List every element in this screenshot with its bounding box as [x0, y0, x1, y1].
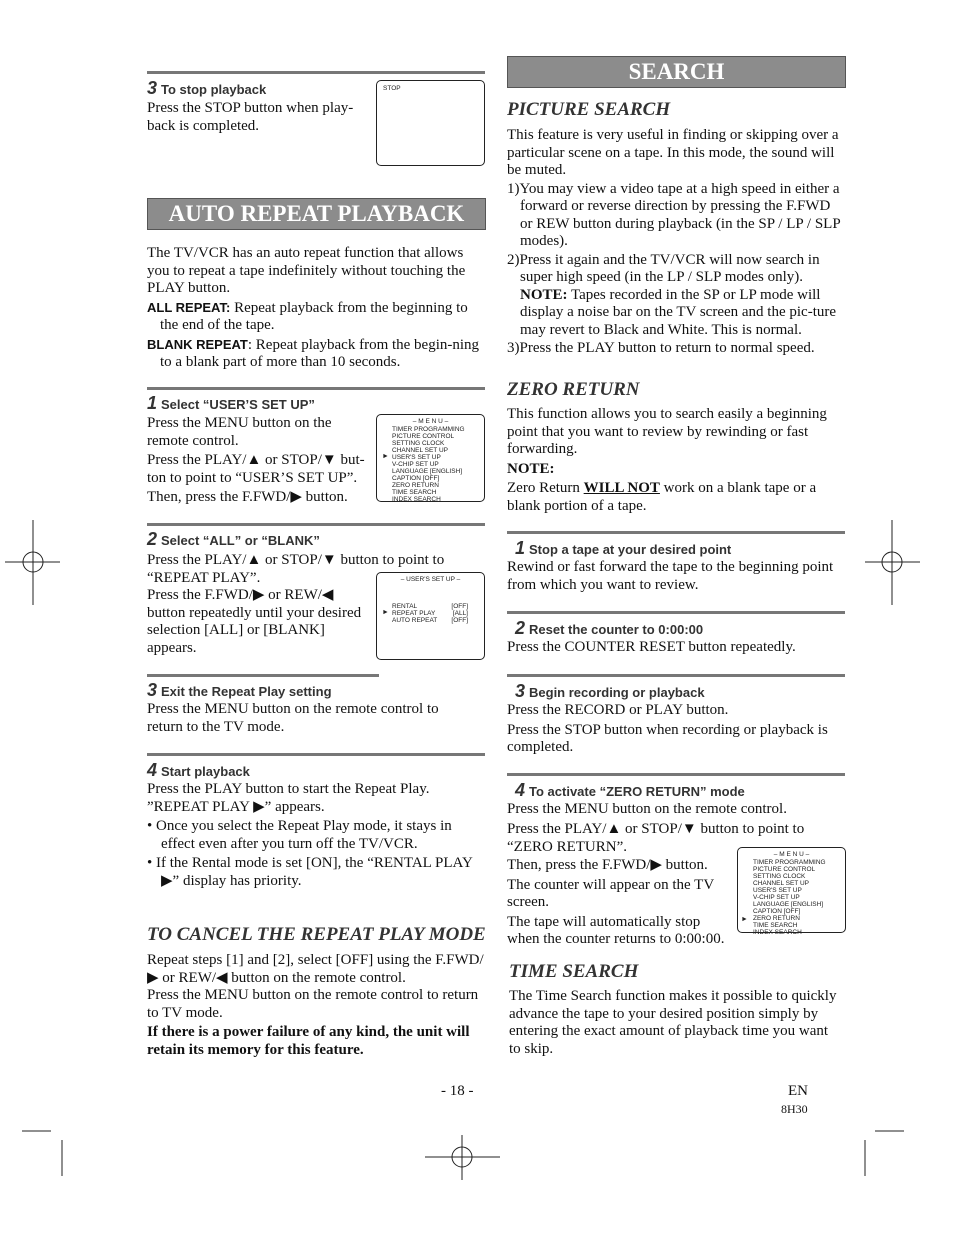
menu-item: ZERO RETURN [753, 915, 800, 922]
zstep4-heading: 4 To activate “ZERO RETURN” mode [515, 780, 745, 800]
step1-heading: 1 Select “USER’S SET UP” [147, 393, 315, 413]
users-setup-cursor-icon: ► [382, 609, 389, 616]
auto-repeat-intro: The TV/VCR has an auto repeat function that allows you to repeat a tape indefinitely without touching the PLAY button. [147, 245, 466, 296]
step4-text: Press the PLAY button to start the Repeat Play. ”REPEAT PLAY ▶” appears. • Once you select the Repeat Play mode, it stays in effect even after you turn off the TV/VCR. • If the Rental mode is set [ON], the “RENTAL PLAY ▶” display has priority. [147, 781, 473, 889]
menu-screen-1: – M E N U – TIMER PROGRAMMING PICTURE CONTROL SETTING CLOCK CHANNEL SET UP USER'S SET UP V-CHIP SET UP LANGUAGE [ENGLISH] CAPTION [OFF] ZERO RETURN TIME SEARCH INDEX SEARCH ► [376, 414, 485, 502]
users-setup-label: AUTO REPEAT [392, 617, 438, 624]
menu-screen-2: – M E N U – TIMER PROGRAMMING PICTURE CONTROL SETTING CLOCK CHANNEL SET UP USER'S SET UP V-CHIP SET UP LANGUAGE [ENGLISH] CAPTION [OFF] ZERO RETURN TIME SEARCH INDEX SEARCH ► [737, 847, 846, 933]
step4-heading: 4 Start playback [147, 760, 250, 780]
zstep1-text: Rewind or fast forward the tape to the beginning point from which you want to review. [507, 559, 834, 593]
menu-item: INDEX SEARCH [753, 929, 802, 936]
menu-item: INDEX SEARCH [392, 496, 441, 503]
zstep3-text: Press the RECORD or PLAY button. Press the STOP button when recording or playback is completed. [507, 702, 828, 755]
menu-item: LANGUAGE [ENGLISH] [753, 901, 824, 908]
step2-text-1: Press the PLAY/▲ or STOP/▼ button to point to “REPEAT PLAY”. [147, 552, 445, 586]
model-code: 8H30 [781, 1102, 808, 1116]
all-repeat-def: ALL REPEAT: Repeat playback from the beginning to the end of the tape. [147, 299, 468, 333]
menu-item: CHANNEL SET UP [392, 447, 448, 454]
picture-search-text: This feature is very useful in finding or skipping over a particular scene on a tape. In this mode, the sound will be muted. 1)You may view a video tape at a high speed in either a forward or reverse direction by pressing the F.FWD or REW button during playback (in the SP / LP / SLP modes). 2)Press it again and the TV/VCR will now search in super high speed (in the LP / SLP modes only). NOTE: Tapes recorded in the SP or LP mode will display a noise bar on the TV screen and the pic-ture may revert to Black and White. This is normal. 3)Press the PLAY button to return to normal speed. [507, 127, 841, 356]
zero-return-text: This function allows you to search easily a beginning point that you want to review by rewinding or fast forwarding. NOTE: Zero Return WILL NOT work on a blank tape or a blank portion of a tape. [507, 406, 827, 514]
menu-item: TIME SEARCH [753, 922, 798, 929]
menu-item: CHANNEL SET UP [753, 880, 809, 887]
zstep4-text-2: Press the PLAY/▲ or STOP/▼ button to point to “ZERO RETURN”. [507, 821, 805, 855]
users-setup-screen: – USER'S SET UP – RENTAL [OFF] REPEAT PLAY [ALL] AUTO REPEAT [OFF] ► [376, 572, 485, 660]
menu-item: USER'S SET UP [753, 887, 802, 894]
menu-cursor-icon: ► [382, 453, 389, 460]
picture-search-heading: PICTURE SEARCH [507, 99, 671, 120]
search-title: SEARCH [507, 56, 846, 88]
menu-item: V-CHIP SET UP [392, 461, 439, 468]
stop-step-heading: 3 To stop playback [147, 78, 267, 98]
menu-item: CAPTION [OFF] [753, 908, 801, 915]
menu-item: V-CHIP SET UP [753, 894, 800, 901]
zero-return-heading: ZERO RETURN [507, 379, 640, 400]
cancel-text: Repeat steps [1] and [2], select [OFF] using the F.FWD/▶ or REW/◀ button on the remote control. Press the MENU button on the remote control to return to TV mode. If there is a power failure of any kind, the unit will retain its memory for this feature. [147, 952, 484, 1058]
stop-screen: STOP [376, 80, 485, 166]
zstep4-text-1: Press the MENU button on the remote control. [507, 801, 787, 817]
step2-text-2: Press the F.FWD/▶ or REW/◀ button repeatedly until your desired selection [ALL] or [BLANK] appears. [147, 587, 362, 656]
auto-repeat-title: AUTO REPEAT PLAYBACK [147, 198, 486, 230]
time-search-heading: TIME SEARCH [509, 961, 639, 982]
menu-item: PICTURE CONTROL [753, 866, 816, 873]
menu-item: CAPTION [OFF] [392, 475, 440, 482]
zstep2-heading: 2 Reset the counter to 0:00:00 [515, 618, 704, 638]
users-setup-value: [ALL] [452, 610, 468, 617]
menu-item: USER'S SET UP [392, 454, 441, 461]
zstep3-heading: 3 Begin recording or playback [515, 681, 705, 701]
language-code: EN [788, 1083, 808, 1099]
step1-text: Press the MENU button on the remote control. Press the PLAY/▲ or STOP/▼ but-ton to point to “USER’S SET UP”. Then, press the F.FWD/▶ button. [147, 415, 365, 505]
menu-cursor-icon-2: ► [741, 916, 748, 923]
zstep4-text-3: Then, press the F.FWD/▶ button. The counter will appear on the TV screen. The tape will automatically stop when the counter returns to 0:00:00. [507, 857, 725, 947]
step3-text: Press the MENU button on the remote control to return to the TV mode. [147, 701, 439, 735]
time-search-text: The Time Search function makes it possible to quickly advance the tape to your desired position simply by entering the exact amount of playback time you want to skip. [509, 988, 837, 1057]
users-setup-label: RENTAL [392, 603, 418, 610]
menu-item: ZERO RETURN [392, 482, 439, 489]
menu-item: SETTING CLOCK [392, 440, 445, 447]
users-setup-label: REPEAT PLAY [392, 610, 436, 617]
step2-heading: 2 Select “ALL” or “BLANK” [147, 529, 320, 549]
menu-item: TIMER PROGRAMMING [392, 426, 465, 433]
blank-repeat-def: BLANK REPEAT: Repeat playback from the begin-ning to a blank part of more than 10 seconds. [147, 336, 480, 370]
menu-item: PICTURE CONTROL [392, 433, 455, 440]
cancel-heading: TO CANCEL THE REPEAT PLAY MODE [147, 924, 486, 945]
users-setup-value: [OFF] [451, 603, 468, 610]
page-number: - 18 - [441, 1083, 474, 1099]
menu-item: TIMER PROGRAMMING [753, 859, 826, 866]
step3-heading: 3 Exit the Repeat Play setting [147, 680, 332, 700]
menu-item: SETTING CLOCK [753, 873, 806, 880]
menu-item: LANGUAGE [ENGLISH] [392, 468, 463, 475]
stop-step-text: Press the STOP button when play-back is completed. [147, 100, 354, 134]
zstep2-text: Press the COUNTER RESET button repeatedly. [507, 639, 796, 655]
menu-item: TIME SEARCH [392, 489, 437, 496]
users-setup-value: [OFF] [451, 617, 468, 624]
zstep1-heading: 1 Stop a tape at your desired point [515, 538, 732, 558]
